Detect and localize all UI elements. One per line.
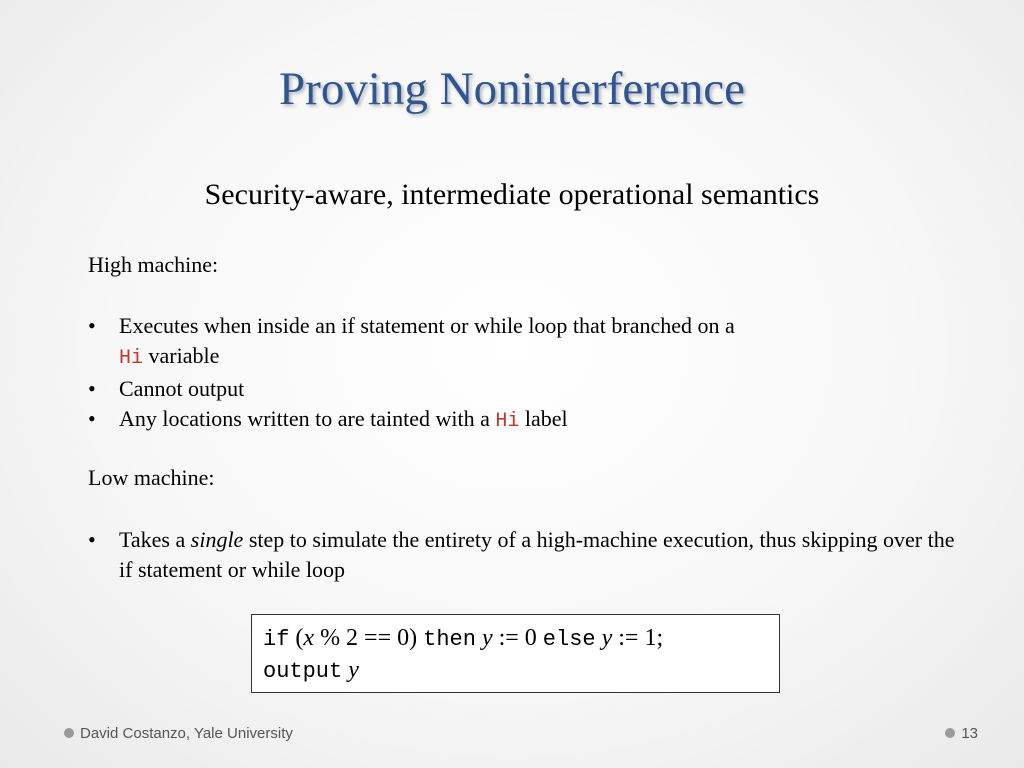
- code-keyword-else: else: [542, 627, 596, 652]
- code-variable: y: [601, 625, 613, 651]
- code-variable: y: [481, 625, 493, 651]
- page-number-text: 13: [961, 724, 978, 742]
- code-example-box: [251, 614, 780, 693]
- slide-footer: [64, 722, 293, 744]
- code-text: := 0: [492, 625, 543, 651]
- code-text: (: [289, 625, 304, 651]
- bullet-icon: •: [88, 313, 96, 338]
- bullet-icon: •: [88, 527, 96, 552]
- slide-title: Proving Noninterference: [279, 63, 745, 115]
- code-variable: y: [348, 657, 359, 683]
- hi-code-label: Hi: [495, 410, 520, 433]
- code-text: % 2 == 0): [314, 625, 424, 651]
- code-line-1: [263, 623, 779, 655]
- footer-dot-icon: [64, 728, 74, 738]
- hi-code-label: Hi: [119, 347, 144, 370]
- bullet-icon: •: [88, 406, 96, 431]
- list-item: [88, 311, 968, 374]
- code-line-2: [263, 655, 779, 687]
- bullet-text: Takes a: [119, 527, 191, 552]
- slide-subtitle: Security-aware, intermediate operational semantics: [204, 178, 820, 211]
- low-machine-bullet-list: [88, 525, 968, 585]
- page-number: [945, 722, 978, 744]
- bullet-text: step to simulate the entirety of a high-machine execution, thus skipping over the if statement or while loop: [119, 527, 955, 582]
- bullet-text: Executes when inside an if statement or while loop that branched on a: [119, 313, 735, 338]
- list-item: [88, 404, 968, 437]
- bullet-text: variable: [143, 343, 220, 368]
- low-machine-label: Low machine:: [88, 465, 215, 490]
- bullet-text: label: [519, 406, 568, 431]
- list-item: [88, 374, 968, 404]
- code-keyword-if: if: [263, 627, 290, 652]
- code-variable: x: [303, 625, 315, 651]
- code-keyword-then: then: [423, 627, 476, 652]
- emphasis-text: single: [190, 527, 244, 552]
- page-dot-icon: [945, 728, 955, 738]
- high-machine-bullet-list: [88, 311, 968, 437]
- footer-author: David Costanzo, Yale University: [80, 724, 293, 742]
- code-keyword-output: output: [263, 659, 343, 684]
- bullet-icon: •: [88, 376, 96, 401]
- high-machine-label: High machine:: [88, 252, 219, 277]
- code-text: := 1;: [612, 625, 664, 651]
- list-item: [88, 525, 968, 585]
- bullet-text: Cannot output: [119, 376, 245, 401]
- bullet-text: Any locations written to are tainted with a: [119, 406, 496, 431]
